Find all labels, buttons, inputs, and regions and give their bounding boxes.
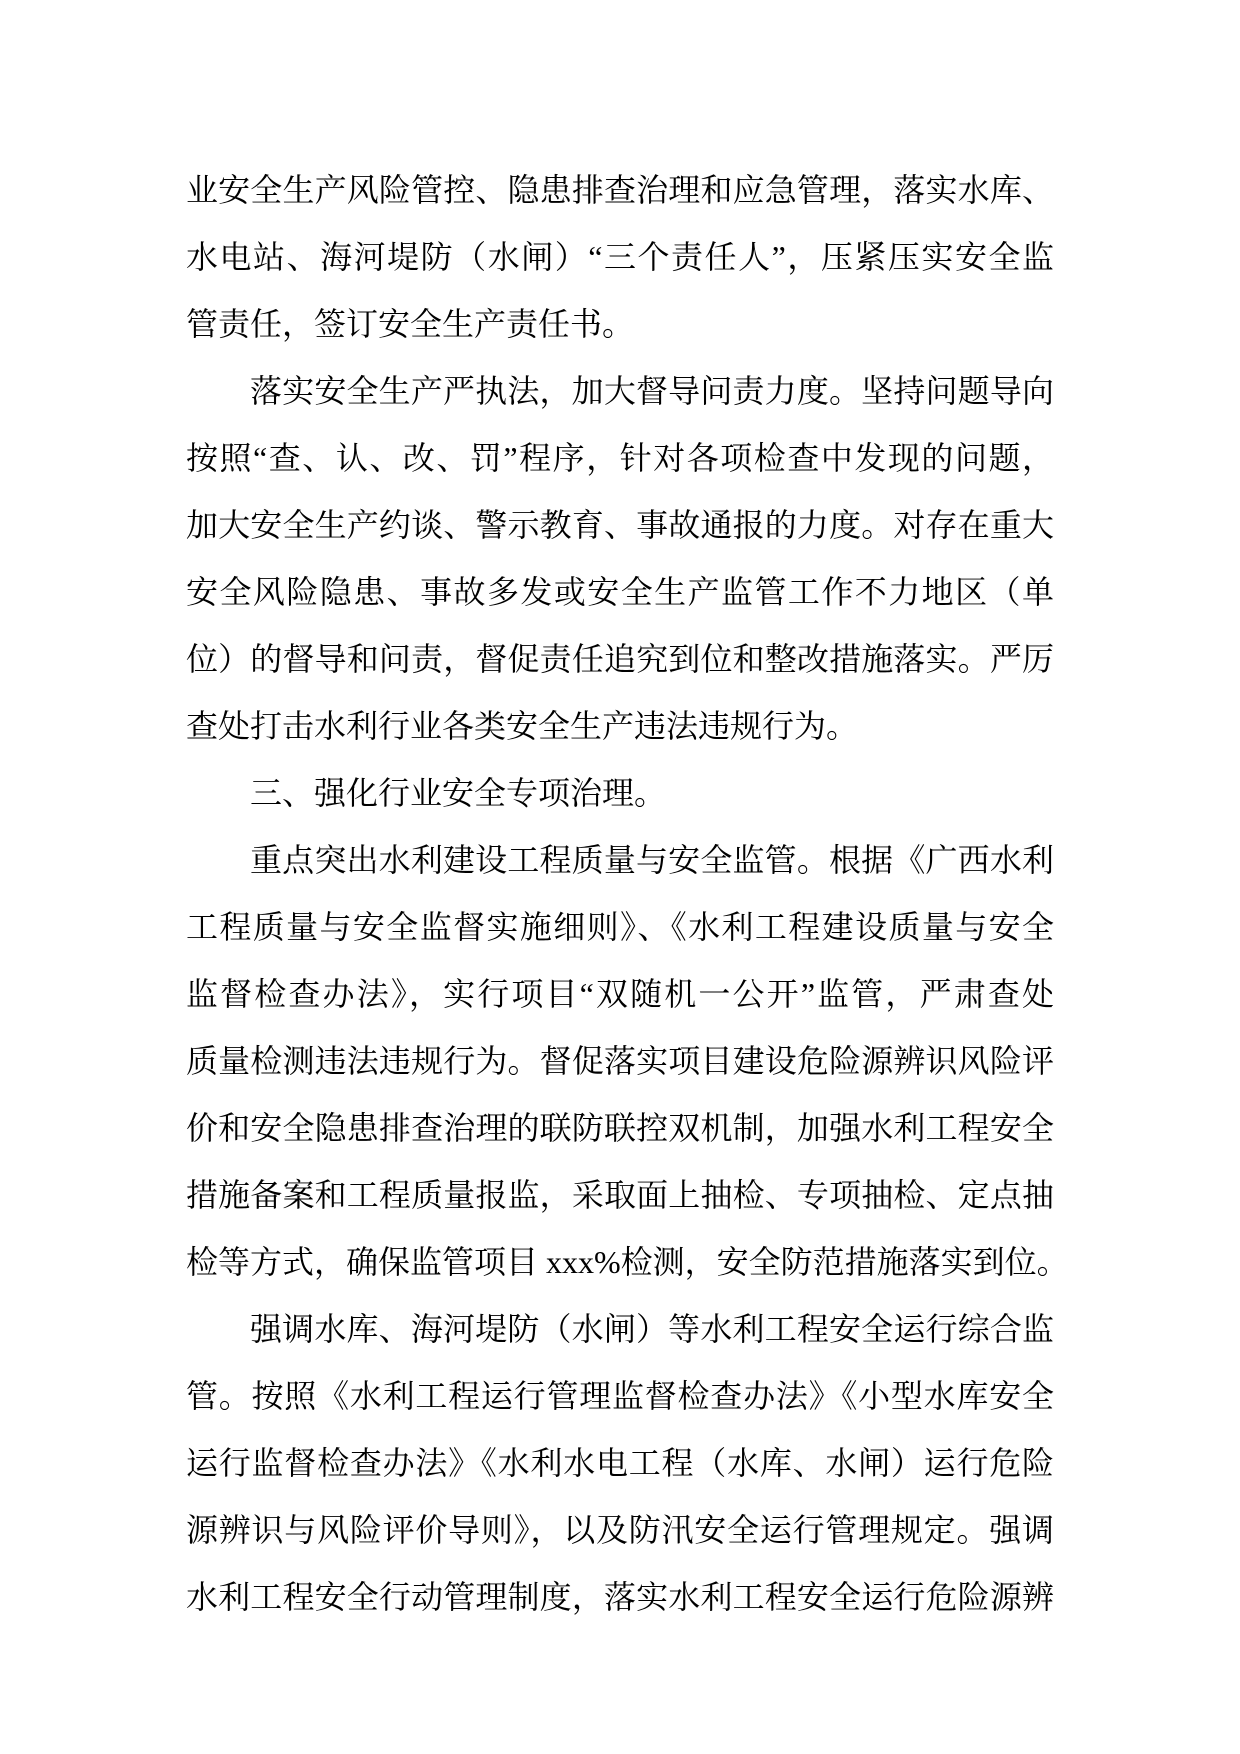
text-line: 监督检查办法》，实行项目“双随机一公开”监管，严肃查处 [186, 976, 1054, 1012]
text-line: 源辨识与风险评价导则》，以及防汛安全运行管理规定。强调 [186, 1512, 1054, 1548]
text-line: 质量检测违法违规行为。督促落实项目建设危险源辨识风险评 [186, 1043, 1054, 1079]
text-line: 管责任，签订安全生产责任书。 [186, 306, 635, 342]
text-line: 价和安全隐患排查治理的联防联控双机制，加强水利工程安全 [186, 1110, 1054, 1146]
text-line: 措施备案和工程质量报监，采取面上抽检、专项抽检、定点抽 [186, 1177, 1054, 1213]
text-line: 安全风险隐患、事故多发或安全生产监管工作不力地区（单 [186, 574, 1054, 610]
document-body [186, 157, 1069, 1631]
text-line: 加大安全生产约谈、警示教育、事故通报的力度。对存在重大 [186, 507, 1054, 543]
text-line: 落实安全生产严执法，加大督导问责力度。坚持问题导向 [250, 373, 1054, 409]
text-line: 位）的督导和问责，督促责任追究到位和整改措施落实。严厉 [186, 641, 1054, 677]
text-line: 检等方式，确保监管项目 xxx%检测，安全防范措施落实到位。 [186, 1244, 1069, 1280]
text-line: 水电站、海河堤防（水闸）“三个责任人”，压紧压实安全监 [186, 239, 1054, 275]
text-line: 工程质量与安全监督实施细则》、《水利工程建设质量与安全 [186, 909, 1054, 945]
text-line: 三、强化行业安全专项治理。 [250, 775, 667, 811]
text-line: 重点突出水利建设工程质量与安全监管。根据《广西水利 [250, 842, 1054, 878]
text-line: 强调水库、海河堤防（水闸）等水利工程安全运行综合监 [250, 1311, 1054, 1347]
text-line: 运行监督检查办法》《水利水电工程（水库、水闸）运行危险 [186, 1445, 1054, 1481]
text-line: 水利工程安全行动管理制度，落实水利工程安全运行危险源辨 [186, 1579, 1054, 1615]
text-line: 管。按照《水利工程运行管理监督检查办法》《小型水库安全 [186, 1378, 1054, 1414]
text-line: 业安全生产风险管控、隐患排查治理和应急管理，落实水库、 [186, 172, 1054, 208]
text-line: 查处打击水利行业各类安全生产违法违规行为。 [186, 708, 859, 744]
text-line: 按照“查、认、改、罚”程序，针对各项检查中发现的问题， [186, 440, 1054, 476]
